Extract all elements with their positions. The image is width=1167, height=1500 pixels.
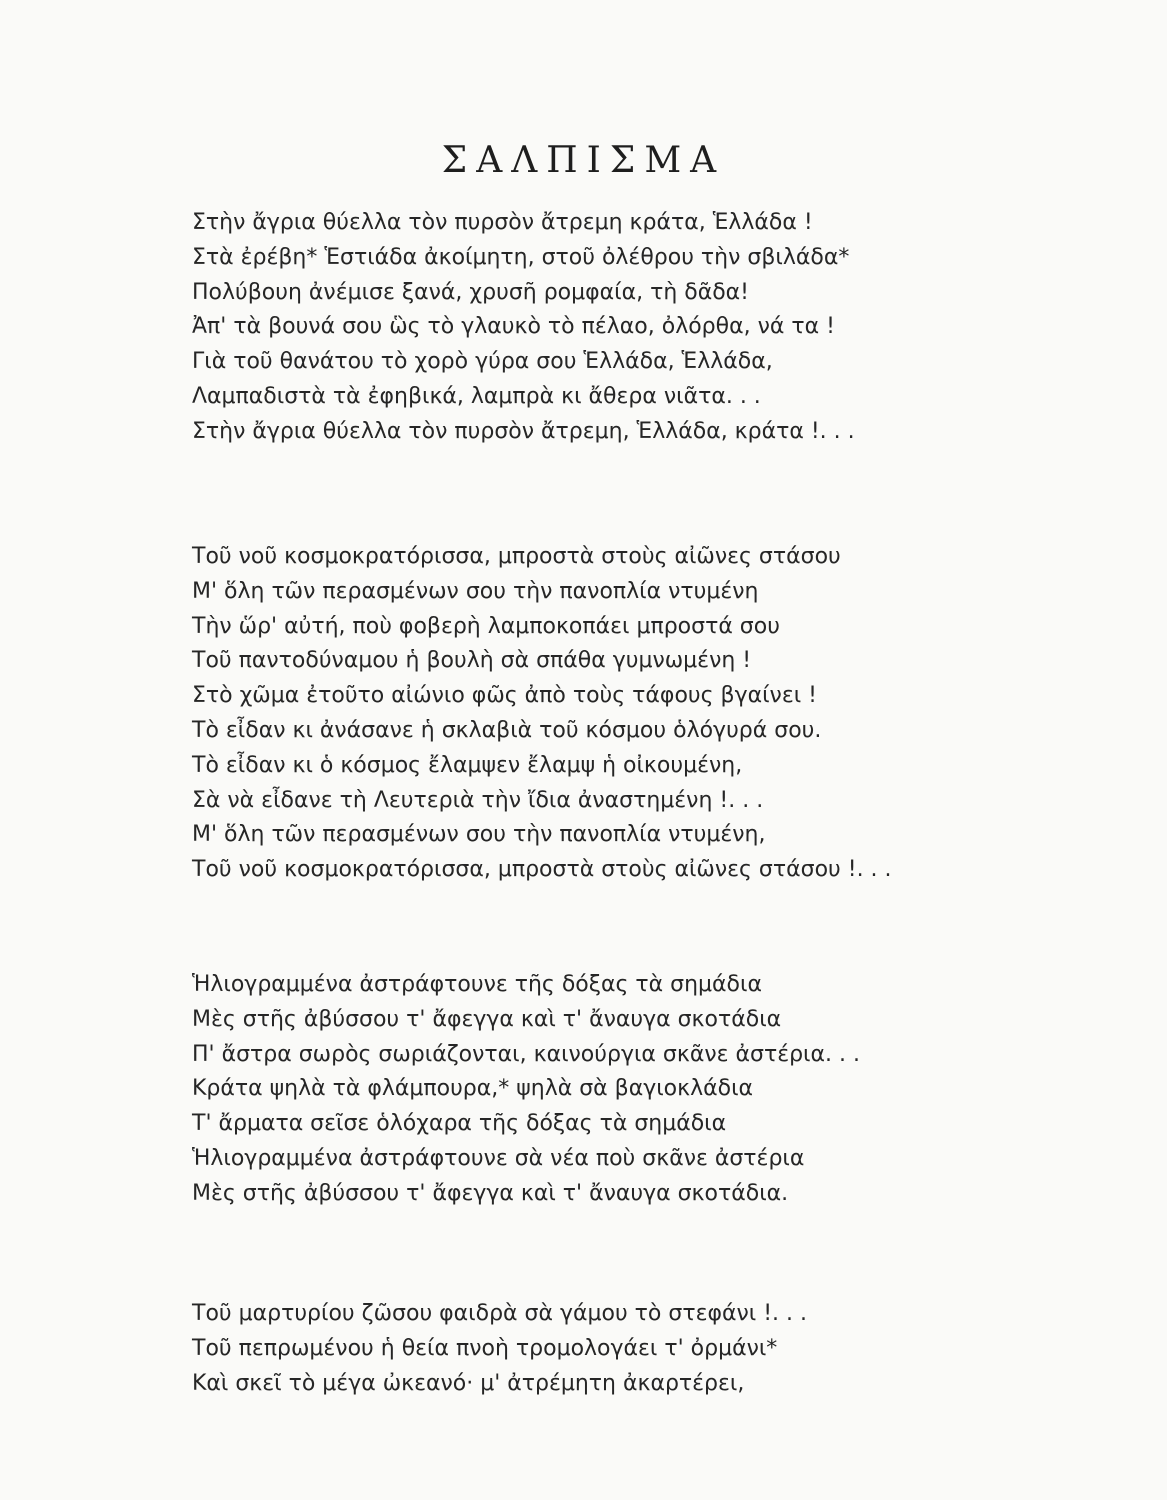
verse-line: Τὴν ὥρ' αὐτή, ποὺ φοβερὴ λαμποκοπάει μπροστά σου bbox=[192, 613, 780, 639]
verse-line: Πολύβουη ἀνέμισε ξανά, χρυσῆ ρομφαία, τὴ δᾶδα! bbox=[192, 279, 749, 305]
verse-line: Τοῦ νοῦ κοσμοκρατόρισσα, μπροστὰ στοὺς αἰῶνες στάσου bbox=[192, 544, 841, 569]
verse-line: Μ' ὅλη τῶν περασμένων σου τὴν πανοπλία ντυμένη, bbox=[192, 822, 766, 848]
stanza-3 bbox=[192, 968, 1052, 1212]
verse-line: Στὴν ἄγρια θύελλα τὸν πυρσὸν ἄτρεμη κράτα, Ἑλλάδα ! bbox=[192, 210, 813, 235]
verse-line: Π' ἄστρα σωρὸς σωριάζονται, καινούργια σκᾶνε ἀστέρια. . . bbox=[192, 1041, 860, 1067]
verse-line: Τὸ εἶδαν κι ὁ κόσμος ἔλαμψεν ἔλαμψ ἡ οἰκουμένη, bbox=[192, 752, 743, 778]
verse-line: Κράτα ψηλὰ τὰ φλάμπουρα,* ψηλὰ σὰ βαγιοκλάδια bbox=[192, 1076, 754, 1102]
verse-line: Μ' ὅλη τῶν περασμένων σου τὴν πανοπλία ντυμένη bbox=[192, 578, 759, 604]
verse-line: Τὸ εἶδαν κι ἀνάσανε ἡ σκλαβιὰ τοῦ κόσμου ὁλόγυρά σου. bbox=[192, 717, 822, 743]
verse-line: Τοῦ νοῦ κοσμοκρατόρισσα, μπροστὰ στοὺς αἰῶνες στάσου !. . . bbox=[192, 857, 892, 883]
verse-line: Λαμπαδιστὰ τὰ ἐφηβικά, λαμπρὰ κι ἄθερα νιᾶτα. . . bbox=[192, 383, 761, 409]
verse-line: Μὲς στῆς ἀβύσσου τ' ἄφεγγα καὶ τ' ἄναυγα σκοτάδια bbox=[192, 1006, 782, 1032]
verse-line: Στὴν ἄγρια θύελλα τὸν πυρσὸν ἄτρεμη, Ἑλλάδα, κράτα !. . . bbox=[192, 418, 855, 444]
verse-line: Καὶ σκεῖ τὸ μέγα ὠκεανό· μ' ἀτρέμητη ἀκαρτέρει, bbox=[192, 1370, 745, 1396]
poem-title: ΣΑΛΠΙΣΜΑ bbox=[441, 140, 726, 181]
stanza-4 bbox=[192, 1297, 1052, 1401]
verse-line: Γιὰ τοῦ θανάτου τὸ χορὸ γύρα σου Ἑλλάδα, Ἑλλάδα, bbox=[192, 349, 773, 375]
verse-line: Ἡλιογραμμένα ἀστράφτουνε σὰ νέα ποὺ σκᾶνε ἀστέρια bbox=[192, 1145, 805, 1171]
stanza-1 bbox=[192, 206, 1052, 450]
verse-line: Τοῦ πεπρωμένου ἡ θεία πνοὴ τρομολογάει τ' ὀρμάνι* bbox=[192, 1335, 778, 1361]
verse-line: Στὸ χῶμα ἐτοῦτο αἰώνιο φῶς ἀπὸ τοὺς τάφους βγαίνει ! bbox=[192, 683, 817, 709]
verse-line: Σὰ νὰ εἶδανε τὴ Λευτεριὰ τὴν ἴδια ἀναστημένη !. . . bbox=[192, 787, 764, 813]
verse-line: Τ' ἄρματα σεῖσε ὁλόχαρα τῆς δόξας τὰ σημάδια bbox=[192, 1111, 727, 1137]
verse-line: Ἡλιογραμμένα ἀστράφτουνε τῆς δόξας τὰ σημάδια bbox=[192, 972, 762, 997]
verse-line: Τοῦ μαρτυρίου ζῶσου φαιδρὰ σὰ γάμου τὸ στεφάνι !. . . bbox=[192, 1301, 807, 1326]
verse-line: Ἀπ' τὰ βουνά σου ὣς τὸ γλαυκὸ τὸ πέλαο, ὀλόρθα, νά τα ! bbox=[192, 314, 835, 340]
stanza-2 bbox=[192, 540, 1052, 888]
verse-line: Μὲς στῆς ἀβύσσου τ' ἄφεγγα καὶ τ' ἄναυγα σκοτάδια. bbox=[192, 1180, 789, 1206]
verse-line: Τοῦ παντοδύναμου ἡ βουλὴ σὰ σπάθα γυμνωμένη ! bbox=[192, 648, 752, 674]
verse-line: Στὰ ἐρέβη* Ἑστιάδα ἀκοίμητη, στοῦ ὀλέθρου τὴν σβιλάδα* bbox=[192, 244, 850, 270]
